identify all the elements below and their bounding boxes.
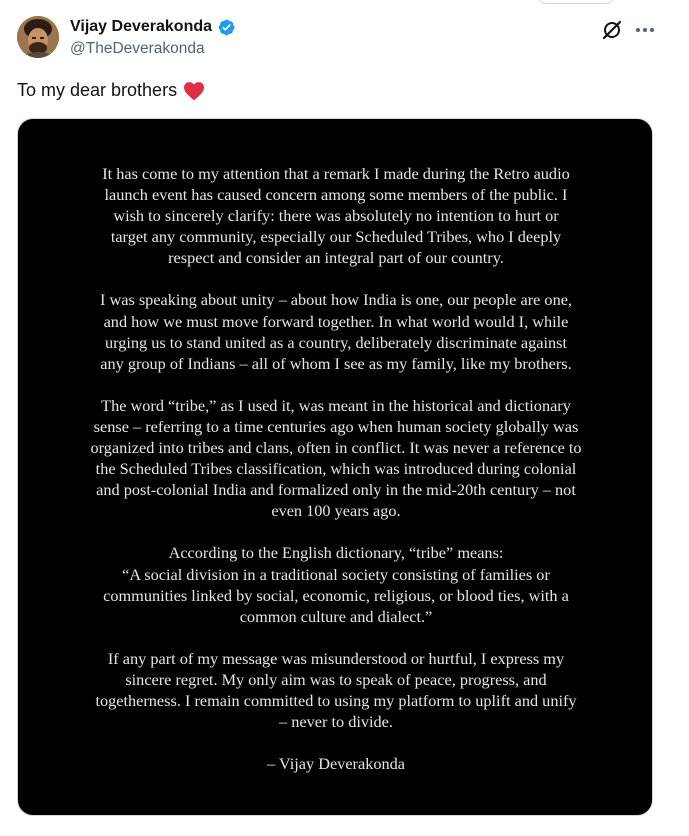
verified-badge-icon[interactable] xyxy=(217,18,236,37)
grok-icon[interactable] xyxy=(601,19,623,41)
statement-image[interactable] xyxy=(17,118,653,816)
author-handle[interactable]: @TheDeverakonda xyxy=(70,40,205,57)
avatar[interactable] xyxy=(17,16,59,58)
statement-signature: – Vijay Deverakonda xyxy=(267,754,405,774)
tweet-text-content: To my dear brothers xyxy=(17,80,178,100)
profile-photo-icon xyxy=(17,16,59,58)
top-pill-button[interactable] xyxy=(538,0,614,4)
statement-paragraph: If any part of my message was misunderstood or hurtful, I express my sincere regret. My only aim was to speak of peace, progress, and togetherness. I remain committed to using my platform to uplift and unify – never to divide. xyxy=(95,648,577,732)
statement-paragraph: I was speaking about unity – about how India is one, our people are one, and how we must move forward together. In what world would I, while urging us to stand united as a country, deliberately discriminate against any group of Indians – all of whom I see as my family, like my brothers. xyxy=(99,290,573,373)
statement-paragraph: The word “tribe,” as I used it, was meant in the historical and dictionary sense – referring to a time centuries ago when human society globally was organized into tribes and clans, often in conflict. It was never a reference to the Scheduled Tribes classification, which was introduced during colonial and post-colonial India and formalized only in the mid-20th century – not even 100 years ago. xyxy=(90,395,582,521)
statement-paragraph: It has come to my attention that a remark I made during the Retro audio launch event has caused concern among some members of the public. I wish to sincerely clarify: there was absolutely no intention to hurt or target any community, especially our Scheduled Tribes, who I deeply respect and consider an integral part of our country. xyxy=(102,164,570,268)
statement-text xyxy=(18,163,653,774)
red-heart-icon xyxy=(183,81,205,101)
author-name-row[interactable] xyxy=(70,16,236,38)
more-options-icon[interactable] xyxy=(633,19,657,41)
author-display-name[interactable]: Vijay Deverakonda xyxy=(70,18,213,35)
statement-paragraph: According to the English dictionary, “tribe” means: “A social division in a traditional society consisting of families or communities linked by social, economic, religious, or blood ties, with a common culture and dialect.” xyxy=(103,543,569,626)
tweet-text xyxy=(17,80,205,101)
